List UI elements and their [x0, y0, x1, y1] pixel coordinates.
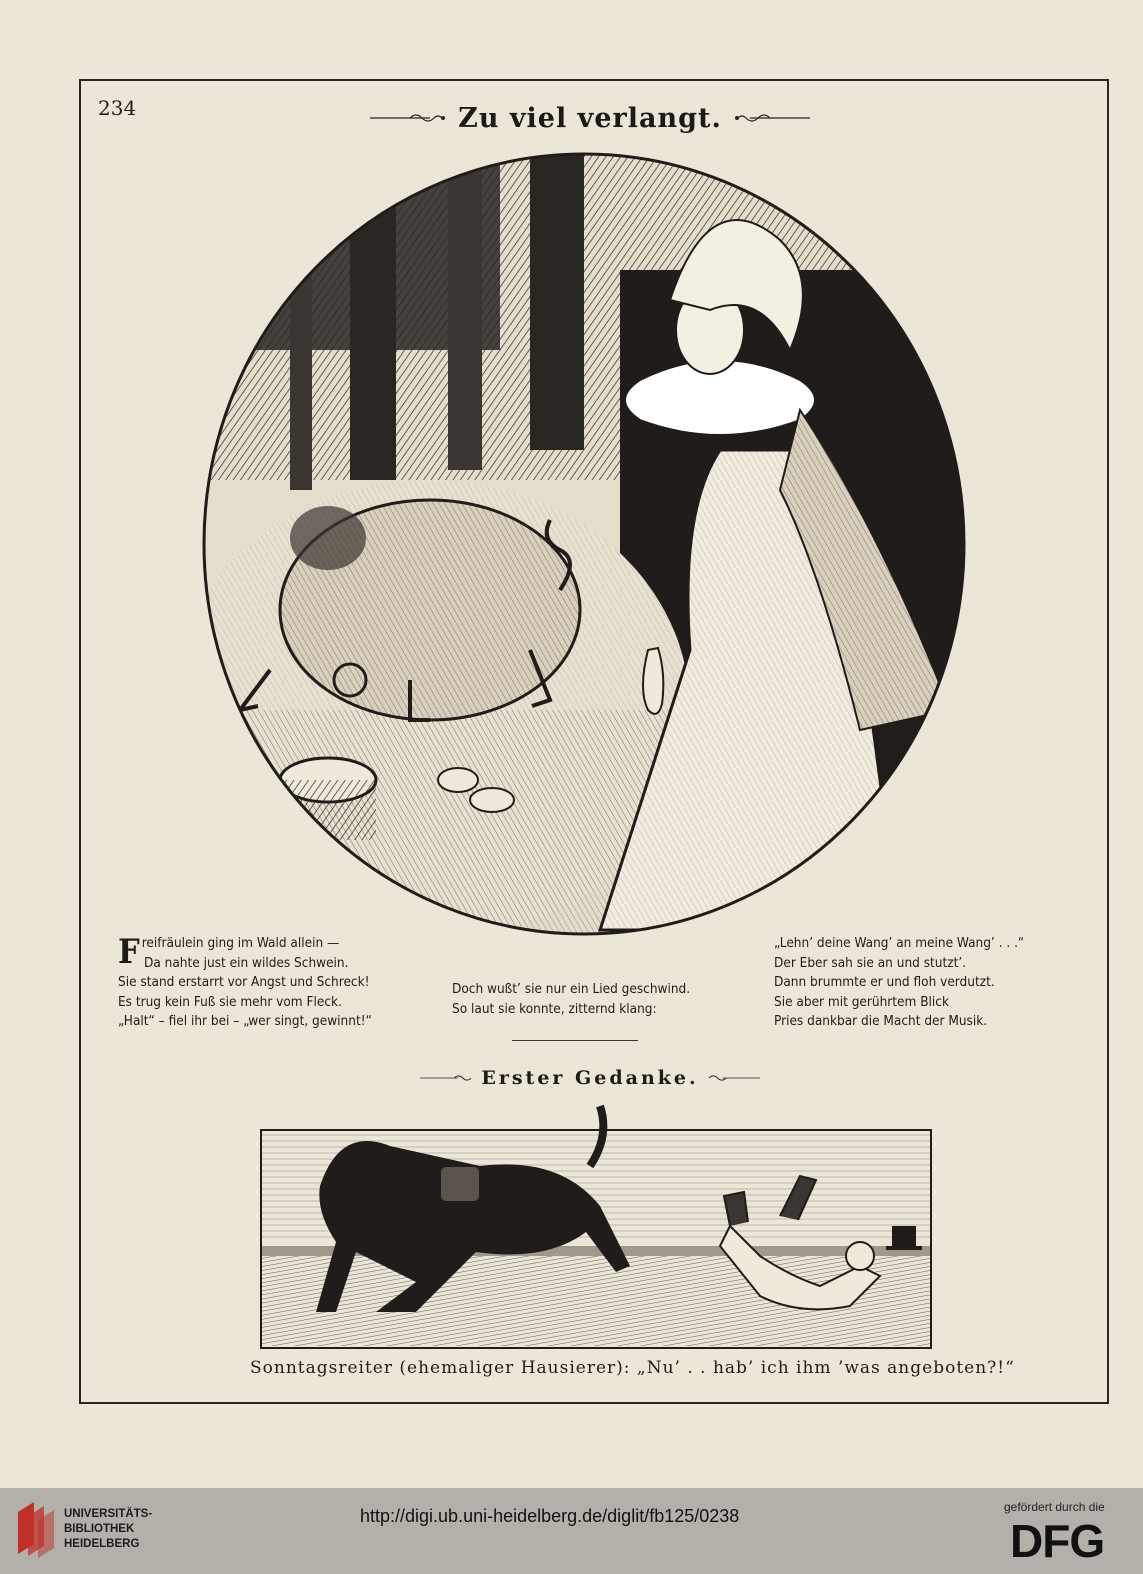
poem-line: Sie stand erstarrt vor Angst und Schreck!: [118, 974, 370, 991]
poem-line: Da nahte just ein wildes Schwein.: [144, 954, 349, 971]
university-library-logo-icon: [14, 1498, 58, 1558]
funded-by-label: gefördert durch die: [1004, 1500, 1105, 1514]
library-name-line: BIBLIOTHEK: [64, 1523, 135, 1535]
drop-cap: F: [118, 932, 140, 972]
poem-line: Der Eber sah sie an und stutzt’.: [774, 954, 967, 971]
poem-line: Pries dankbar die Macht der Musik.: [774, 1013, 988, 1030]
page-number: 234: [98, 96, 137, 120]
boar-forest-illustration: [200, 150, 968, 940]
horse-rider-illustration: [260, 1096, 932, 1350]
footer-bar: [0, 1488, 1143, 1574]
section-title: Erster Gedanke.: [481, 1067, 699, 1089]
poem-column-left: [118, 934, 438, 1032]
poem-line: Dann brummte er und floh verdutzt.: [774, 974, 995, 991]
poem-column-middle: [452, 980, 752, 1019]
library-name-line: HEIDELBERG: [64, 1538, 140, 1550]
subtitle-row: [420, 1062, 760, 1094]
poem-line: reifräulein ging im Wald allein —: [141, 935, 340, 951]
flourish-ornament-icon: [734, 112, 810, 124]
flourish-ornament-icon: [420, 1073, 471, 1083]
dfg-logo: DFG: [1010, 1515, 1105, 1567]
illustration-caption: Sonntagsreiter (ehemaliger Hausierer): „Nu’ . . hab’ ich ihm ’was angeboten?!“: [250, 1358, 1015, 1378]
poem-line: Es trug kein Fuß sie mehr vom Fleck.: [118, 993, 342, 1010]
section-divider: [512, 1040, 638, 1041]
library-name: [64, 1507, 152, 1552]
flourish-ornament-icon: [709, 1073, 760, 1083]
source-url[interactable]: http://digi.ub.uni-heidelberg.de/diglit/fb125/0238: [360, 1506, 740, 1526]
poem-line: Doch wußt’ sie nur ein Lied geschwind.: [452, 981, 691, 997]
library-name-line: UNIVERSITÄTS-: [64, 1508, 153, 1520]
poem-line: So laut sie konnte, zitternd klang:: [452, 1000, 657, 1017]
title-row: [380, 98, 800, 138]
poem-line: Sie aber mit gerührtem Blick: [774, 993, 949, 1010]
page-title: Zu viel verlangt.: [458, 102, 722, 134]
poem-line: „Halt“ – fiel ihr bei – „wer singt, gewinnt!“: [118, 1013, 372, 1030]
poem-column-right: [774, 934, 1074, 1032]
flourish-ornament-icon: [370, 112, 446, 124]
poem-line: „Lehn’ deine Wang’ an meine Wang’ . . .“: [774, 935, 1025, 951]
